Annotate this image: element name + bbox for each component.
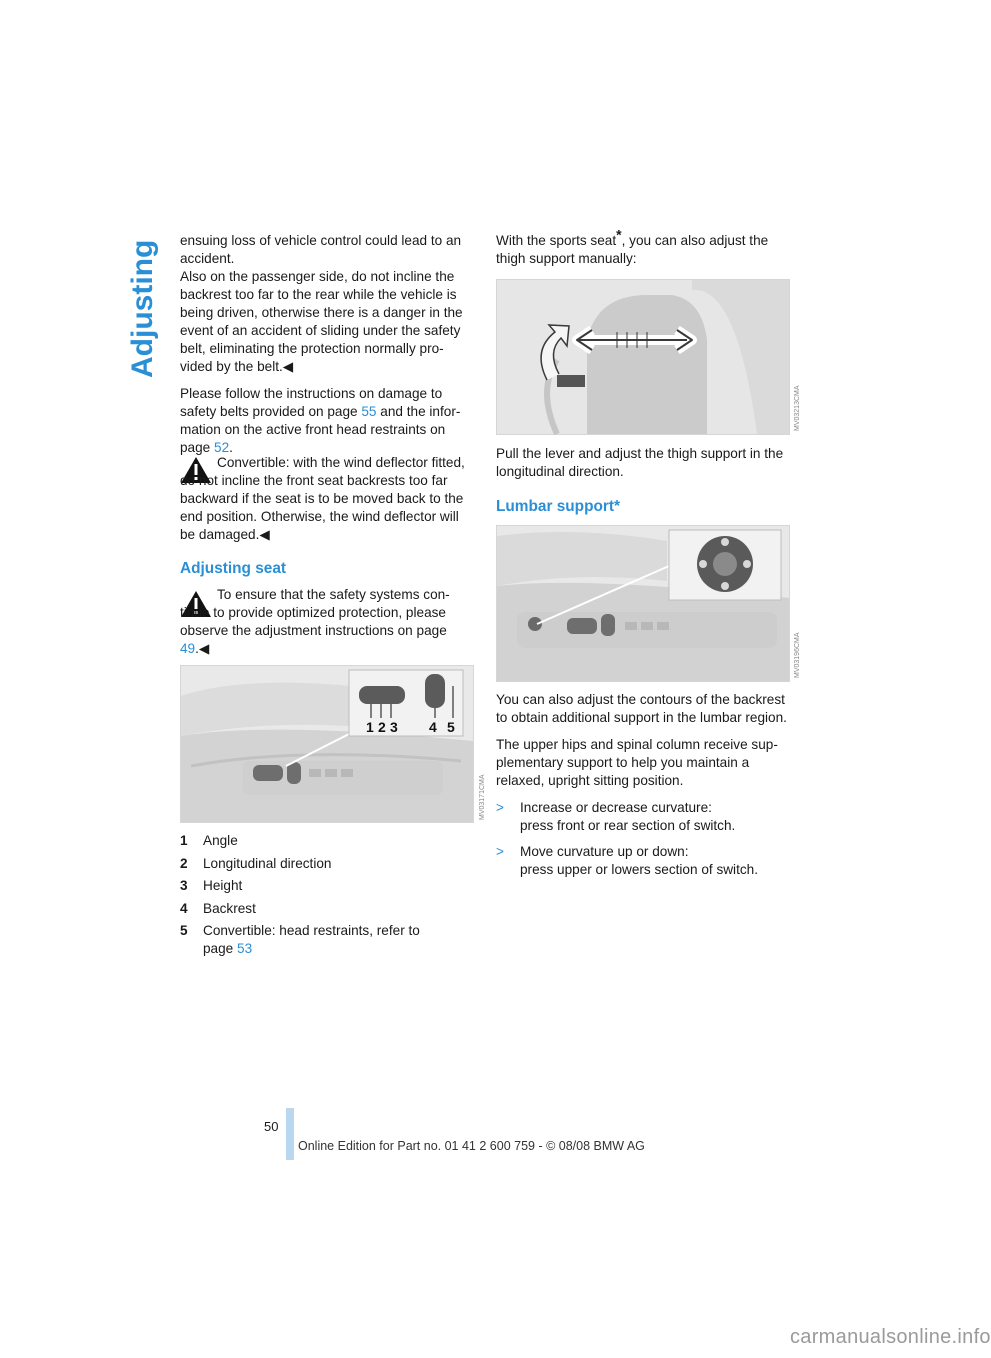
- end-mark: ◀: [282, 359, 294, 374]
- warning-block: [180, 586, 472, 667]
- item-text: Longitudinal direction: [203, 855, 332, 871]
- text: .: [195, 641, 199, 656]
- heading-adjusting-seat: Adjusting seat: [180, 560, 287, 577]
- list-item: [180, 922, 472, 958]
- text: press front or rear section of switch.: [520, 818, 736, 833]
- edition-text: Online Edition for Part no. 01 41 2 600 759 - © 08/08 BMW AG: [298, 1139, 645, 1153]
- section-title: [118, 222, 162, 382]
- text: You can also adjust the contours of the backrest to obtain additional support in the lumbar region.: [496, 692, 787, 725]
- text: Please follow the instructions on damage to safety belts provided on page: [180, 386, 443, 419]
- footer-bar: [286, 1108, 294, 1160]
- paragraph: [496, 736, 788, 790]
- text: Increase or decrease curvature:: [520, 800, 712, 815]
- right-column-text: [496, 445, 788, 490]
- figure-label: 5: [447, 719, 455, 735]
- item-number: 5: [180, 923, 188, 938]
- page-link[interactable]: 53: [237, 941, 253, 956]
- figure-code: [791, 355, 801, 433]
- thigh-support-figure: [496, 279, 790, 435]
- warning-block: [180, 454, 472, 553]
- item-text: [203, 922, 443, 958]
- legend-list: [180, 832, 472, 963]
- bullet-text: [520, 799, 735, 835]
- end-mark: ◀: [259, 527, 270, 542]
- paragraph: [180, 454, 472, 544]
- seat-controls-figure: [180, 665, 474, 823]
- figure-label: 1: [366, 719, 374, 735]
- page-link[interactable]: 55: [361, 404, 377, 419]
- figure-code: [476, 740, 486, 822]
- text: .: [229, 440, 233, 455]
- bullet-mark: >: [496, 844, 504, 859]
- right-column-text: [496, 691, 788, 887]
- figure-code-text: MV03196CMA: [794, 632, 801, 678]
- item-number: 3: [180, 878, 188, 893]
- item-number: 2: [180, 855, 188, 871]
- text: press upper or lowers section of switch.: [520, 862, 758, 877]
- item-number: 4: [180, 900, 188, 916]
- page-link[interactable]: 52: [214, 440, 230, 455]
- paragraph: [496, 445, 788, 481]
- paragraph: [496, 226, 788, 268]
- text: and the infor-mation on the active front head restraints on page: [180, 404, 461, 455]
- text: Also on the passenger side, do not incline the backrest too far to the rear while the vehicle is being driven, otherwise there is a danger in the event of an accident of sliding under the safety belt, eliminating the protection normally pro-vided by the belt.: [180, 269, 463, 374]
- watermark: carmanualsonline.info: [790, 1326, 991, 1348]
- item-number: 1: [180, 833, 188, 848]
- figure-label: 3: [390, 719, 398, 735]
- bullet-text: [520, 843, 758, 879]
- paragraph: [180, 385, 472, 457]
- list-item: [180, 832, 472, 850]
- paragraph: [180, 586, 472, 658]
- heading-lumbar-support: Lumbar support*: [496, 498, 620, 515]
- left-column: [180, 232, 472, 466]
- bullet-item: [496, 843, 788, 879]
- list-item: [180, 900, 472, 918]
- text: Move curvature up or down:: [520, 844, 689, 859]
- warning-text: To ensure that the safety systems con-tinue to provide optimized protection, please observe the adjustment instructions on page: [180, 587, 450, 638]
- list-item: [180, 877, 472, 895]
- right-column: [496, 226, 788, 277]
- figure-code-text: MV03171CMA: [479, 774, 486, 820]
- section-title-text: Adjusting: [126, 239, 159, 378]
- bullet-mark: >: [496, 800, 504, 815]
- text: With the sports seat: [496, 233, 617, 248]
- text: , you can also adjust the thigh support manually:: [496, 233, 769, 266]
- lumbar-support-figure: [496, 525, 790, 682]
- item-text: Angle: [203, 833, 238, 848]
- figure-code: [791, 600, 801, 680]
- paragraph: [496, 691, 788, 727]
- text: Pull the lever and adjust the thigh support in the longitudinal direction.: [496, 446, 784, 479]
- figure-code-text: MV03213CMA: [794, 385, 801, 431]
- text: Convertible: head restraints, refer to page: [203, 923, 420, 956]
- text: ensuing loss of vehicle control could lead to an accident.: [180, 233, 462, 266]
- list-item: [180, 855, 472, 873]
- paragraph: [180, 268, 472, 376]
- paragraph: [180, 232, 472, 268]
- item-text: Height: [203, 878, 243, 893]
- end-mark: ◀: [198, 641, 210, 656]
- item-text: Backrest: [203, 900, 256, 916]
- page-link[interactable]: 49: [180, 641, 196, 656]
- bullet-item: [496, 799, 788, 835]
- warning-text: Convertible: with the wind deflector fitted, do not incline the front seat backrests too far backward if the seat is to be moved back to the end position. Otherwise, the wind deflector will be damaged.: [180, 455, 465, 542]
- figure-label: 2: [378, 719, 386, 735]
- section-title-graphic: [118, 222, 162, 382]
- page-number: 50: [264, 1119, 279, 1134]
- figure-label: 4: [429, 719, 437, 735]
- text: The upper hips and spinal column receive sup-plementary support to help you maintain a relaxed, upright sitting position.: [496, 737, 778, 788]
- optional-equipment-star: *: [616, 226, 622, 243]
